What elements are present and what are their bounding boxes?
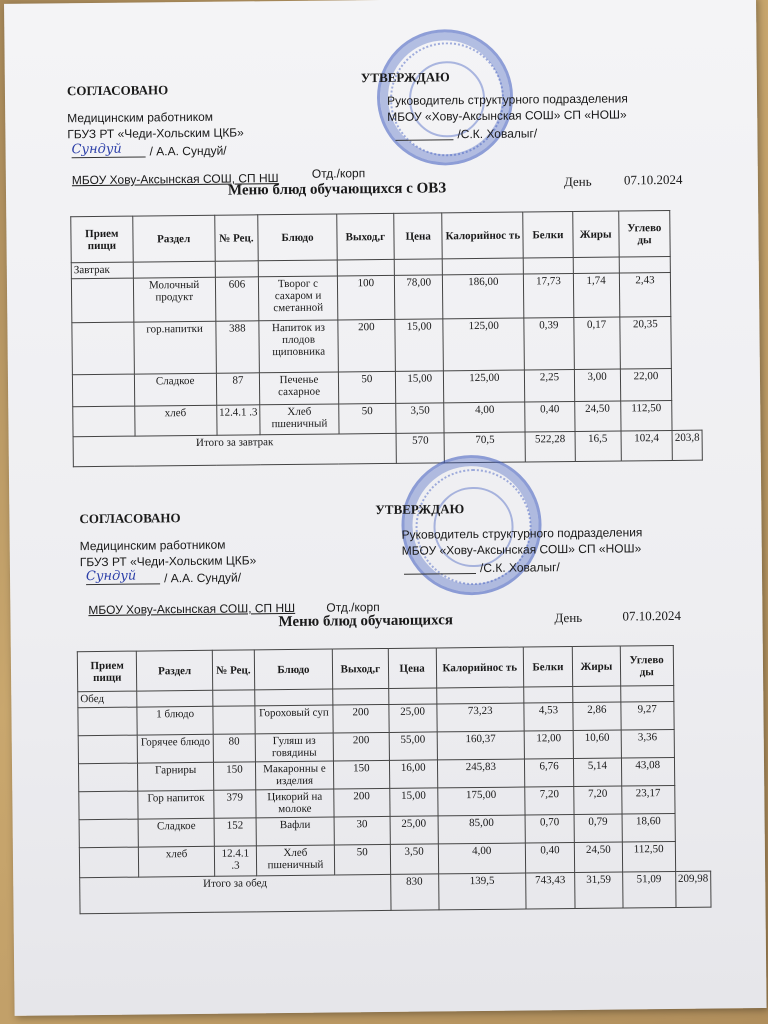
header-cell: Раздел (137, 650, 213, 691)
cell-section: 1 блюдо (137, 706, 213, 735)
header-cell: Белки (523, 211, 573, 258)
day-label-2: День (554, 609, 583, 626)
header-cell: Цена (388, 648, 437, 689)
cell-section: гор.напитки (134, 321, 216, 374)
cell-price: 78,00 (394, 275, 443, 320)
agreed-line-2-2: ГБУЗ РТ «Чеди-Хольским ЦКБ» (79, 553, 257, 570)
header-cell: Белки (523, 647, 573, 688)
total-row (80, 871, 711, 914)
cell-dish: Вафли (256, 817, 334, 846)
cell-price: 25,00 (388, 704, 436, 733)
cell-yield: 200 (334, 788, 390, 817)
cell-dish: Гуляш из говядины (255, 733, 333, 762)
cell-price: 15,00 (395, 371, 444, 404)
header-cell: Цена (394, 213, 443, 260)
header-cell: Блюдо (258, 214, 337, 261)
agreed-sign-2: / А.А. Сундуй/ (163, 570, 242, 586)
cell-price: 3,50 (390, 844, 438, 875)
cell-carbs: 2,43 (619, 272, 671, 317)
cell-calories: 175,00 (437, 787, 525, 816)
cell-carbs: 20,35 (620, 316, 672, 369)
approve-line-2: МБОУ «Хову-Аксынская СОШ» СП «НОШ» (387, 107, 627, 124)
cell-section: Гор напиток (138, 790, 214, 819)
cell-carbs: 112,50 (622, 841, 675, 872)
cell-recipe: 379 (214, 790, 256, 818)
cell-fat: 0,17 (573, 317, 620, 369)
cell-carbs: 22,00 (620, 368, 672, 401)
approve-sign-2: /С.К. Ховалыг/ (479, 560, 560, 575)
cell-fat: 24,50 (574, 842, 622, 872)
meal-name: Обед (78, 691, 138, 708)
cell-calories: 125,00 (443, 318, 524, 371)
header-cell: Выход,г (336, 213, 394, 260)
cell-recipe: 80 (213, 734, 255, 762)
header-cell: Углево ды (620, 645, 673, 686)
department-label: Отд./корп (311, 166, 366, 181)
cell-recipe: 606 (215, 277, 259, 321)
cell-price: 16,00 (389, 760, 437, 789)
cell-dish: Напиток из плодов щиповника (259, 320, 338, 373)
cell-recipe: 388 (215, 321, 259, 373)
cell-dish: Хлеб пшеничный (260, 404, 339, 435)
cell-yield: 200 (333, 732, 389, 761)
total-fat: 51,09 (622, 871, 675, 908)
cell-yield: 200 (338, 319, 396, 372)
cell-recipe: 12.4.1 .3 (214, 846, 256, 876)
cell-price: 15,00 (389, 788, 437, 817)
total-fat: 102,4 (621, 430, 673, 461)
total-protein: 16,5 (575, 431, 621, 461)
agreed-sign: / А.А. Сундуй/ (149, 143, 227, 159)
cell-price: 25,00 (390, 816, 438, 845)
cell-yield: 50 (338, 371, 396, 404)
cell-section: хлеб (139, 846, 215, 877)
cell-section: Гарниры (138, 762, 214, 791)
menu-title-2: Меню блюд обучающихся (278, 612, 454, 631)
cell-yield: 50 (334, 844, 390, 875)
document-page (4, 0, 767, 1016)
cell-protein: 0,40 (525, 401, 575, 432)
agreed-line-1: Медицинским работником (67, 109, 214, 126)
cell-dish: Творог с сахаром и сметанной (259, 276, 338, 321)
cell-calories: 160,37 (437, 731, 525, 760)
cell-protein: 12,00 (524, 731, 573, 760)
cell-dish: Цикорий на молоке (256, 789, 334, 818)
cell-section: Молочный продукт (133, 277, 215, 322)
header-cell: Выход,г (332, 648, 388, 689)
total-row (73, 430, 702, 467)
cell-yield: 100 (337, 275, 395, 320)
cell-protein: 17,73 (524, 273, 574, 318)
total-carbs: 203,8 (672, 430, 702, 460)
table-row (71, 272, 700, 323)
cell-protein: 2,25 (525, 369, 575, 402)
cell-dish: Печенье сахарное (260, 372, 339, 405)
cell-protein: 6,76 (524, 759, 573, 788)
approve-title: УТВЕРЖДАЮ (360, 69, 450, 86)
lunch-menu-table (77, 645, 712, 915)
cell-dish: Хлеб пшеничный (256, 845, 334, 876)
cell-price: 3,50 (396, 403, 445, 434)
total-label: Итого за обед (80, 874, 391, 913)
cell-fat: 24,50 (574, 401, 620, 431)
cell-section: Сладкое (138, 818, 214, 847)
menu-title: Меню блюд обучающихся с ОВЗ (227, 180, 447, 199)
cell-recipe: 12.4.1 .3 (216, 405, 260, 435)
total-yield: 570 (396, 433, 445, 464)
cell-protein: 7,20 (525, 787, 574, 816)
meal-name: Завтрак (71, 262, 133, 279)
approve-title-2: УТВЕРЖДАЮ (375, 501, 465, 518)
approve-line-1-2: Руководитель структурного подразделения (401, 525, 643, 542)
cell-yield: 200 (333, 704, 389, 733)
header-cell: Жиры (572, 211, 619, 257)
cell-calories: 85,00 (438, 815, 526, 844)
cell-carbs: 3,36 (621, 729, 674, 758)
total-label: Итого за завтрак (73, 433, 396, 466)
school-name: МБОУ Хову-Аксынская СОШ, СП НШ (71, 171, 279, 188)
cell-fat: 5,14 (574, 758, 622, 786)
cell-fat: 7,20 (574, 786, 622, 814)
total-price: 70,5 (444, 432, 525, 463)
cell-section: хлеб (135, 405, 217, 436)
cell-carbs: 18,60 (622, 813, 675, 842)
cell-price: 55,00 (389, 732, 437, 761)
cell-protein: 0,39 (524, 317, 574, 370)
cell-calories: 4,00 (444, 402, 525, 433)
cell-fat: 10,60 (573, 730, 621, 758)
cell-carbs: 9,27 (621, 701, 674, 730)
approve-line-2-2: МБОУ «Хову-Аксынская СОШ» СП «НОШ» (401, 541, 642, 558)
cell-recipe: 87 (216, 373, 260, 405)
cell-fat: 0,79 (574, 814, 622, 842)
cell-recipe: 150 (213, 762, 255, 790)
cell-calories: 245,83 (437, 759, 525, 788)
cell-recipe (213, 706, 255, 734)
cell-protein: 4,53 (524, 703, 573, 732)
department-label-2: Отд./корп (326, 600, 380, 615)
table-row (72, 316, 702, 375)
header-cell: Калорийнос ть (436, 647, 524, 688)
cell-price: 15,00 (395, 319, 444, 372)
signature-2: Сундуй (86, 568, 160, 585)
table-header-row (77, 645, 708, 692)
cell-fat: 1,74 (573, 273, 620, 317)
cell-recipe: 152 (214, 818, 256, 846)
table-header-row (71, 210, 700, 263)
agreed-title: СОГЛАСОВАНО (66, 82, 169, 99)
cell-calories: 125,00 (444, 370, 525, 403)
cell-dish: Макаронны е изделия (255, 761, 333, 790)
total-price: 139,5 (438, 873, 526, 910)
agreed-line-2: ГБУЗ РТ «Чеди-Хольским ЦКБ» (67, 125, 244, 142)
header-cell: Раздел (133, 215, 215, 262)
total-carbs: 209,98 (675, 871, 711, 907)
header-cell: Прием пищи (77, 651, 137, 692)
menu-date-2: 07.10.2024 (622, 607, 682, 624)
cell-yield: 150 (333, 760, 389, 789)
cell-section: Сладкое (134, 373, 216, 406)
total-yield: 830 (390, 874, 438, 911)
total-calories: 522,28 (525, 431, 575, 462)
cell-section: Горячее блюдо (138, 734, 214, 763)
header-cell: № Рец. (214, 215, 258, 261)
cell-fat: 3,00 (574, 369, 620, 401)
agreed-title-2: СОГЛАСОВАНО (79, 510, 181, 527)
cell-carbs: 23,17 (621, 785, 674, 814)
day-label: День (563, 173, 592, 190)
cell-yield: 30 (334, 816, 390, 845)
menu-date: 07.10.2024 (623, 171, 683, 188)
school-name-2: МБОУ Хову-Аксынская СОШ, СП НШ (88, 600, 296, 618)
header-cell: Прием пищи (71, 216, 133, 263)
header-cell: № Рец. (212, 650, 254, 690)
cell-carbs: 112,50 (620, 400, 672, 431)
approve-sign: /С.К. Ховалыг/ (457, 126, 538, 142)
total-protein: 31,59 (575, 872, 623, 908)
header-cell: Калорийнос ть (442, 212, 523, 259)
total-calories: 743,43 (526, 873, 575, 910)
signature-1: Сундуй (71, 141, 145, 158)
cell-calories: 4,00 (438, 843, 526, 874)
cell-fat: 2,86 (573, 702, 621, 730)
cell-dish: Гороховый суп (255, 705, 333, 734)
cell-calories: 73,23 (437, 703, 525, 732)
cell-protein: 0,40 (525, 843, 574, 874)
cell-protein: 0,70 (525, 815, 574, 844)
cell-carbs: 43,08 (621, 757, 674, 786)
cell-calories: 186,00 (443, 274, 524, 319)
approve-line-1: Руководитель структурного подразделения (386, 91, 628, 108)
header-cell: Жиры (572, 646, 620, 686)
agreed-line-1-2: Медицинским работником (79, 537, 226, 554)
header-cell: Углево ды (618, 210, 670, 257)
cell-yield: 50 (338, 403, 396, 434)
header-cell: Блюдо (254, 649, 333, 690)
breakfast-menu-table (70, 210, 703, 468)
